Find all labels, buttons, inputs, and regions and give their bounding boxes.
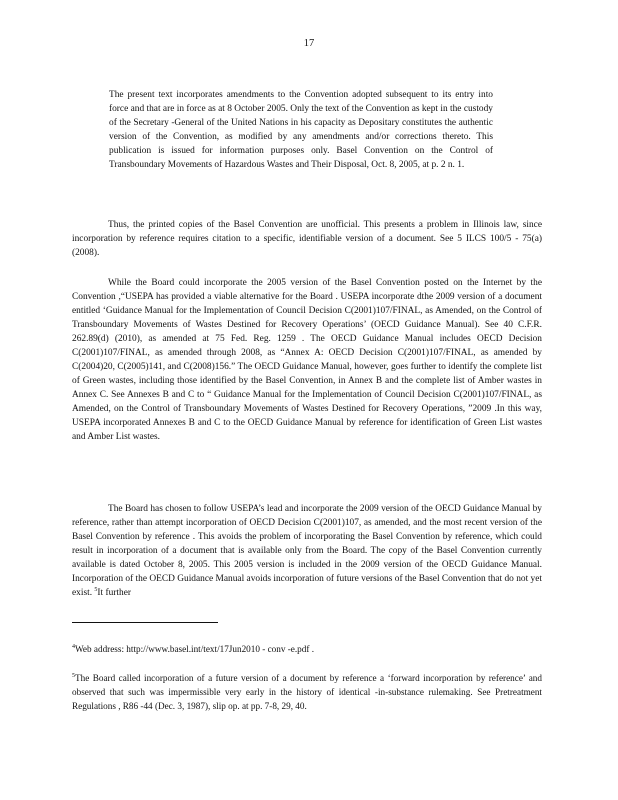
paragraph-text bbox=[72, 502, 542, 600]
paragraph-body: The Board has chosen to follow USEPA’s lead and incorporate the 2009 version of the OECD Guidance Manual by reference, rather than attempt incorporation of OECD Decision C(2001)107, as amended, and the most recent version of the Basel Convention by reference . This avoids the problem of incorporating the Basel Convention by reference, which could result in incorporation of a document that is available only from the Board. The copy of the Basel Convention currently available is dated October 8, 2005. This 2005 version is included in the 2009 version of the OECD Guidance Manual. Incorporation of the OECD Guidance Manual avoids incorporation of future versions of the Basel Convention that do not yet exist. bbox=[72, 504, 542, 598]
footnote-4 bbox=[72, 642, 542, 656]
paragraph-text: Thus, the printed copies of the Basel Convention are unofficial. This presents a problem in Illinois law, since incorporation by reference requires citation to a specific, identifiable version of a document. See 5 ILCS 100/5 - 75(a) (2008). bbox=[72, 220, 542, 258]
footnote-divider bbox=[72, 622, 218, 623]
paragraph-text: While the Board could incorporate the 2005 version of the Basel Convention posted on the Internet by the Convention ,“USEPA has provided a viable alternative for the Board . USEPA incorporate dthe 2009 version of a document entitled ‘Guidance Manual for the Implementation of Council Decision C(2001)107/FINAL, as Amended, on the Control of Transboundary Movements of Wastes Destined for Recovery Operations’ (OECD Guidance Manual). See 40 C.F.R. 262.89(d) (2010), as amended at 75 Fed. Reg. 1259 . The OECD Guidance Manual includes OECD Decision C(2001)107/FINAL, as amended through 2008, as “Annex A: OECD Decision C(2001)107/FINAL, as amended by C(2004)20, C(2005)141, and C(2008)156.” The OECD Guidance Manual, however, goes further to identify the complete list of Green wastes, including those identified by the Basel Convention, in Annex B and the complete list of Amber wastes in Annex C. See Annexes B and C to “ Guidance Manual for the Implementation of Council Decision C(2001)107/FINAL, as Amended, on the Control of Transboundary Movements of Wastes Destined for Recovery Operations, ”2009 .In this way, USEPA incorporated Annexes B and C to the OECD Guidance Manual by reference for identification of Green List wastes and Amber List wastes. bbox=[72, 278, 542, 442]
footnote-5 bbox=[72, 671, 542, 713]
quoted-passage bbox=[109, 88, 493, 172]
paragraph-3 bbox=[72, 502, 542, 600]
quote-text: The present text incorporates amendments to the Convention adopted subsequent to its entry into force and that are in force as at 8 October 2005. Only the text of the Convention as kept in the custody of the Secretary -General of the United Nations in his capacity as Depositary constitutes the authentic version of the Convention, as modified by any amendments and/or corrections thereto. This publication is issued for information purposes only. Basel Convention on the Control of Transboundary Movements of Hazardous Wastes and Their Disposal, Oct. 8, 2005, at p. 2 n. 1. bbox=[109, 90, 493, 170]
paragraph-1 bbox=[72, 218, 542, 260]
footnote-text: The Board called incorporation of a future version of a document by reference a ‘forward incorporation by reference’ and observed that such was impermissible very early in the history of identical -in-substance rulemaking. See Pretreatment Regulations , R86 -44 (Dec. 3, 1987), slip op. at pp. 7-8, 29, 40. bbox=[72, 673, 542, 711]
footnote-marker: 4 bbox=[72, 643, 75, 650]
paragraph-tail: It further bbox=[97, 588, 131, 598]
page-number: 17 bbox=[303, 38, 315, 49]
footnote-ref: 5 bbox=[94, 586, 98, 593]
footnote-marker: 5 bbox=[72, 672, 75, 679]
paragraph-2 bbox=[72, 276, 542, 444]
footnote-text: Web address: http://www.basel.int/text/17Jun2010 - conv -e.pdf . bbox=[75, 644, 315, 654]
